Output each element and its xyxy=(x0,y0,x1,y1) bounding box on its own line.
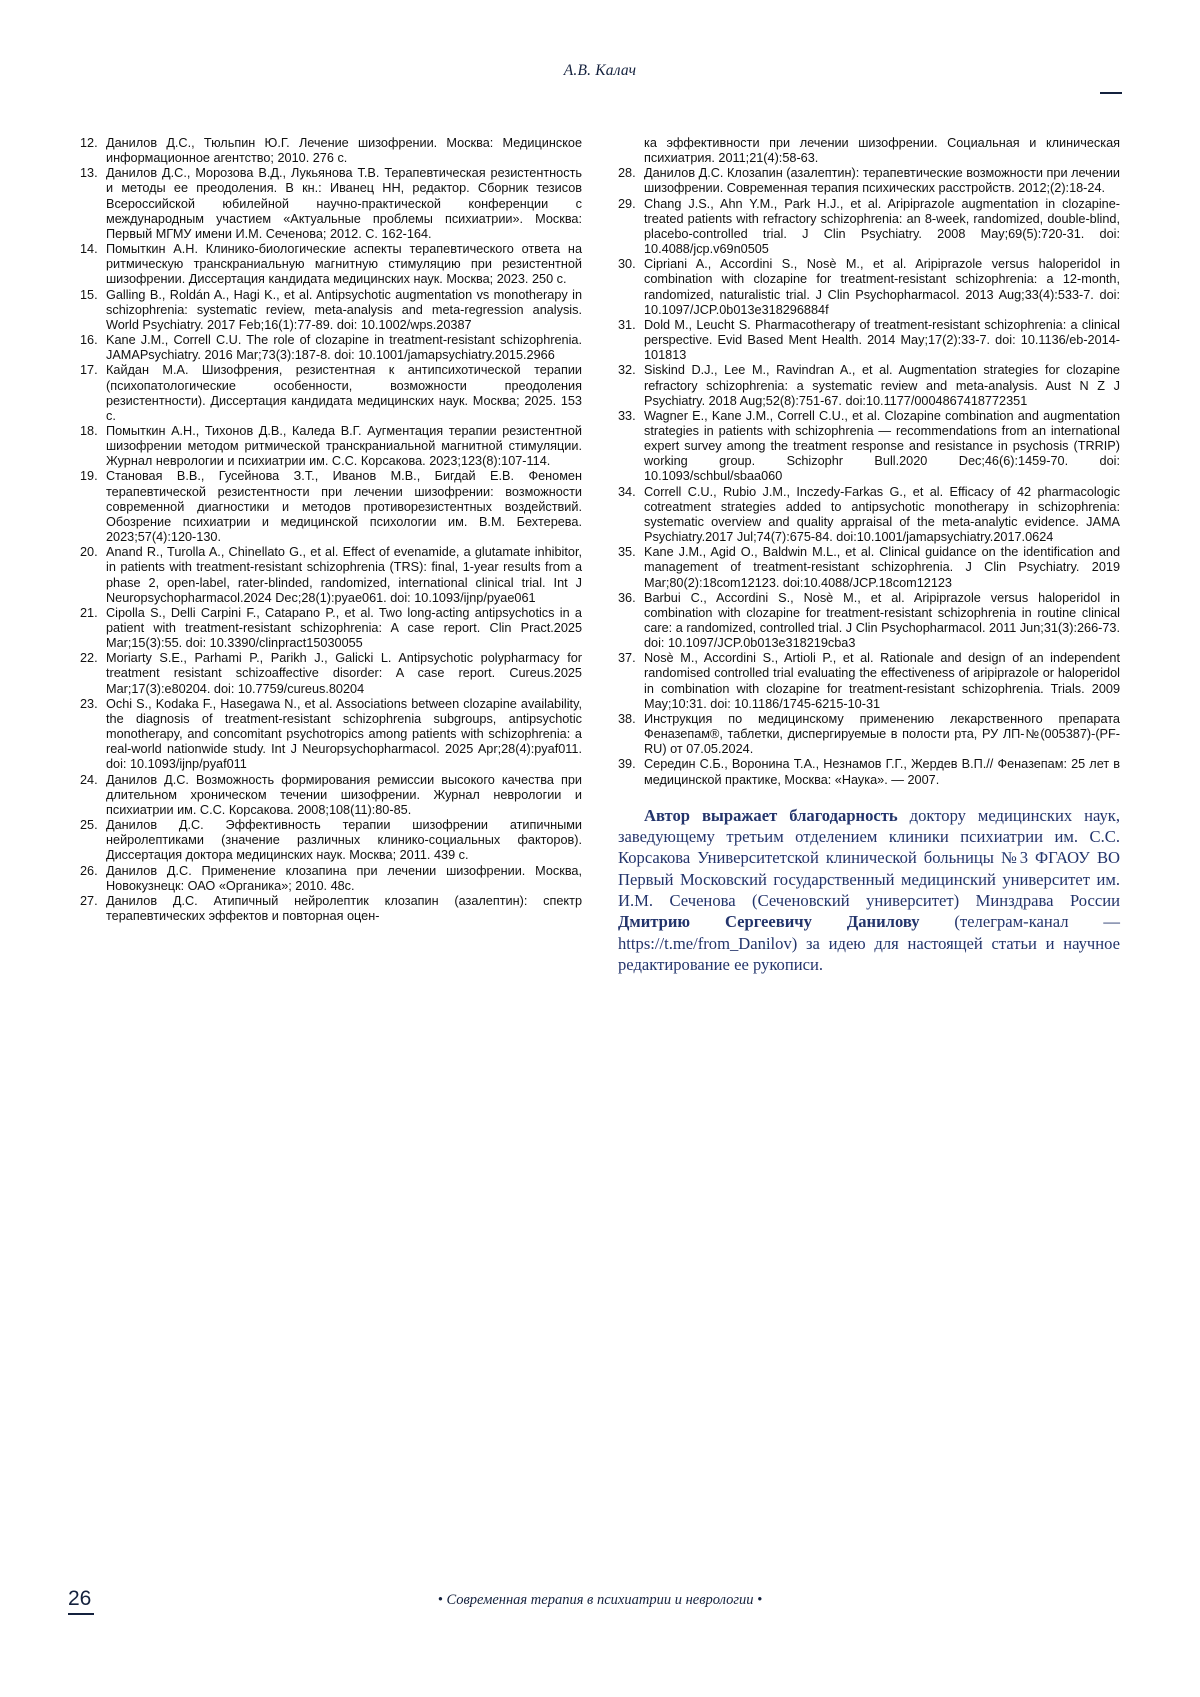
reference-item xyxy=(80,469,582,545)
header-rule xyxy=(1100,92,1122,94)
page-number: 26 xyxy=(68,1587,92,1610)
reference-item xyxy=(80,864,582,894)
reference-item xyxy=(80,606,582,651)
reference-item xyxy=(80,136,582,166)
reference-number: 14. xyxy=(80,242,98,257)
reference-item xyxy=(618,485,1120,546)
reference-text: Nosè M., Accordini S., Artioli P., et al. Rationale and design of an independent randomised controlled trial evaluating the effectiveness of aripiprazole or haloperidol in combination with clozapine for treatment-resistant schizophrenia. Trials. 2009 May;10:31. doi: 10.1186/1745-6215-10-31 xyxy=(644,651,1120,711)
reference-number: 31. xyxy=(618,317,636,332)
reference-number: 12. xyxy=(80,136,98,150)
reference-item xyxy=(80,242,582,287)
reference-item xyxy=(618,545,1120,590)
reference-text: Данилов Д.С., Морозова В.Д., Лукьянова Т.В. Терапевтическая резистентность и методы ее преодоления. В кн.: Иванец НН, редактор. Сборник тезисов Всероссийской юбилейной научно-практической конференции с международным участием «Актуальные проблемы психиатрии». Москва: Первый МГМУ имени И.М. Сеченова; 2012. С. 162-164. xyxy=(106,166,582,241)
reference-item xyxy=(80,424,582,469)
reference-continuation: ка эффективности при лечении шизофрении. Социальная и клиническая психиатрия. 2011;21(4):58-63. xyxy=(644,136,1120,166)
reference-text: Данилов Д.С. Клозапин (азалептин): терапевтические возможности при лечении шизофрении. Современная терапия психических расстройств. 2012;(2):18-24. xyxy=(644,166,1120,196)
reference-text: Ochi S., Kodaka F., Hasegawa N., et al. Associations between clozapine availability, the diagnosis of treatment-resistant schizophrenia subgroups, antipsychotic monotherapy, and concomitant psychotropics among patients with schizophrenia: a real-world nationwide study. Int J Neuropsychopharmacol. 2025 Apr;28(4):pyaf011. doi: 10.1093/ijnp/pyaf011 xyxy=(106,696,582,772)
reference-item xyxy=(80,894,582,924)
reference-number: 36. xyxy=(618,590,636,605)
reference-number: 21. xyxy=(80,605,98,620)
reference-number: 16. xyxy=(80,333,98,348)
reference-number: 30. xyxy=(618,257,636,272)
reference-item xyxy=(618,712,1120,757)
reference-number: 27. xyxy=(80,893,98,908)
reference-text: Siskind D.J., Lee M., Ravindran A., et al. Augmentation strategies for clozapine refractory schizophrenia: a systematic review and meta-analysis. Aust N Z J Psychiatry. 2018 Aug;52(8):751-67. doi:10.1177/0004867418772351 xyxy=(644,363,1120,408)
reference-item xyxy=(618,757,1120,787)
right-column xyxy=(618,136,1120,1516)
acknowledgement-text-2: (телеграм-канал — https://t.me/from_Danilov) за идею для настоящей статьи и научное редактирование ее рукописи. xyxy=(618,912,1120,974)
reference-number: 39. xyxy=(618,757,636,772)
reference-text: Помыткин А.Н. Клинико-биологические аспекты терапевтического ответа на ритмическую транскраниальную магнитную стимуляцию при резистентной шизофрении. Диссертация кандидата медицинских наук. Москва; 2023. 250 с. xyxy=(106,242,582,287)
acknowledgement-lead: Автор выражает благодарность xyxy=(644,805,898,825)
reference-number: 34. xyxy=(618,484,636,499)
reference-text: Кайдан М.А. Шизофрения, резистентная к антипсихотической терапии (психопатологические особенности, возможности преодоления резистентности). Диссертация кандидата медицинских наук. Москва; 2025. 153 с. xyxy=(106,363,582,423)
reference-number: 32. xyxy=(618,363,636,378)
running-head: А.В. Калач xyxy=(563,62,637,79)
reference-item xyxy=(80,363,582,424)
reference-item xyxy=(80,166,582,242)
reference-text: Данилов Д.С. Эффективность терапии шизофрении атипичными нейролептиками (значение различных клинико-социальных факторов). Диссертация доктора медицинских наук. Москва; 2011. 439 с. xyxy=(106,818,582,863)
reference-text: Moriarty S.E., Parhami P., Parikh J., Galicki L. Antipsychotic polypharmacy for treatment resistant schizoaffective disorder: A case report. Cureus.2025 Mar;17(3):e80204. doi: 10.7759/cureus.80204 xyxy=(106,651,582,696)
reference-item xyxy=(618,363,1120,408)
reference-item xyxy=(80,288,582,333)
reference-number: 19. xyxy=(80,469,98,484)
reference-text: Инструкция по медицинскому применению лекарственного препарата Феназепам®, таблетки, диспергируемые в полости рта, РУ ЛП-№(005387)-(PF-RU) от 07.05.2024. xyxy=(644,711,1120,757)
acknowledgement xyxy=(618,805,1120,975)
reference-item xyxy=(618,257,1120,318)
reference-text: Данилов Д.С. Применение клозапина при лечении шизофрении. Москва, Новокузнецк: ОАО «Органика»; 2010. 48с. xyxy=(106,863,582,893)
reference-text: Correll C.U., Rubio J.M., Inczedy-Farkas G., et al. Efficacy of 42 pharmacologic cotreatment strategies added to antipsychotic monotherapy in schizophrenia: systematic overview and quality appraisal of the meta-analytic evidence. JAMA Psychiatry.2017 Jul;74(7):675-84. doi:10.1001/jamapsychiatry.2017.0624 xyxy=(644,484,1120,545)
reference-item xyxy=(80,773,582,818)
reference-text: Данилов Д.С., Тюльпин Ю.Г. Лечение шизофрении. Москва: Медицинское информационное агентство; 2010. 276 с. xyxy=(106,136,582,166)
reference-number: 22. xyxy=(80,651,98,666)
acknowledgement-text-1: доктору медицинских наук, заведующему третьим отделением клиники психиатрии им. С.С. Корсакова Университетской клинической больницы №3 ФГАОУ ВО Первый Московский государственный медицинский университет им. И.М. Сеченова (Сеченовский университет) Минздрава России xyxy=(618,805,1120,910)
reference-number: 18. xyxy=(80,423,98,438)
reference-number: 37. xyxy=(618,651,636,666)
reference-item xyxy=(618,651,1120,712)
reference-number: 29. xyxy=(618,196,636,211)
left-column xyxy=(80,136,582,1516)
reference-text: Kane J.M., Agid O., Baldwin M.L., et al. Clinical guidance on the identification and management of treatment-resistant schizophrenia. J Clin Psychiatry. 2019 Mar;80(2):18com12123. doi:10.4088/JCP.18com12123 xyxy=(644,545,1120,590)
reference-text: Dold M., Leucht S. Pharmacotherapy of treatment-resistant schizophrenia: a clinical perspective. Evid Based Ment Health. 2014 May;17(2):33-7. doi: 10.1136/eb-2014-101813 xyxy=(644,317,1120,363)
reference-item xyxy=(80,545,582,606)
reference-item xyxy=(80,697,582,773)
reference-text: Wagner E., Kane J.M., Correll C.U., et al. Clozapine combination and augmentation strategies in patients with schizophrenia — recommendations from an international expert survey among the treatment response and resistance in psychosis (TRRIP) working group. Schizophr Bull.2020 Dec;46(6):1459-70. doi: 10.1093/schbul/sbaa060 xyxy=(644,408,1120,484)
reference-text: Barbui C., Accordini S., Nosè M., et al. Aripiprazole versus haloperidol in combination with clozapine for treatment-resistant schizophrenia in routine clinical care: a randomized, controlled trial. J Clin Psychopharmacol. 2011 Jun;31(3):266-73. doi: 10.1097/JCP.0b013e318219cba3 xyxy=(644,590,1120,651)
reference-number: 26. xyxy=(80,863,98,878)
reference-number: 33. xyxy=(618,408,636,423)
reference-text: Помыткин А.Н., Тихонов Д.В., Каледа В.Г. Аугментация терапии резистентной шизофрении методом ритмической транскраниальной магнитной стимуляции. Журнал неврологии и психиатрии им. С.С. Корсакова. 2023;123(8):107-114. xyxy=(106,423,582,469)
reference-text: Anand R., Turolla A., Chinellato G., et al. Effect of evenamide, a glutamate inhibitor, in patients with treatment-resistant schizophrenia (TRS): final, 1-year results from a phase 2, open-label, rater-blinded, randomized, international clinical trial. Int J Neuropsychopharmacol.2024 Dec;28(1):pyae061. doi: 10.1093/ijnp/pyae061 xyxy=(106,545,582,605)
reference-item xyxy=(618,591,1120,652)
reference-number: 23. xyxy=(80,696,98,711)
reference-number: 25. xyxy=(80,818,98,833)
reference-number: 17. xyxy=(80,363,98,378)
reference-list-left xyxy=(80,136,582,924)
reference-number: 20. xyxy=(80,545,98,560)
reference-text: Cipolla S., Delli Carpini F., Catapano P., et al. Two long-acting antipsychotics in a patient with treatment-resistant schizophrenia: A case report. Clin Pract.2025 Mar;15(3):55. doi: 10.3390/clinpract15030055 xyxy=(106,605,582,651)
reference-text: Середин С.Б., Воронина Т.А., Незнамов Г.Г., Жердев В.П.// Феназепам: 25 лет в медицинской практике, Москва: «Наука». — 2007. xyxy=(644,757,1120,787)
reference-item xyxy=(618,318,1120,363)
reference-number: 15. xyxy=(80,287,98,302)
acknowledgement-name: Дмитрию Сергеевичу Данилову xyxy=(618,912,920,932)
reference-list-right xyxy=(618,166,1120,787)
reference-text: Chang J.S., Ahn Y.M., Park H.J., et al. Aripiprazole augmentation in clozapine-treated patients with refractory schizophrenia: an 8-week, randomized, double-blind, placebo-controlled trial. J Clin Psychiatry. 2008 May;69(5):720-31. doi: 10.4088/jcp.v69n0505 xyxy=(644,196,1120,257)
reference-item xyxy=(618,409,1120,485)
reference-text: Данилов Д.С. Атипичный нейролептик клозапин (азалептин): спектр терапевтических эффектов и повторная оцен- xyxy=(106,893,582,923)
two-column-body xyxy=(80,136,1120,1516)
reference-text: Данилов Д.С. Возможность формирования ремиссии высокого качества при длительном хроническом течении шизофрении. Журнал неврологии и психиатрии им. С.С. Корсакова. 2008;108(11):80-85. xyxy=(106,772,582,817)
journal-footer: • Современная терапия в психиатрии и неврологии • xyxy=(437,1592,763,1608)
reference-item xyxy=(618,197,1120,258)
reference-item xyxy=(80,651,582,696)
reference-text: Становая В.В., Гусейнова З.Т., Иванов М.В., Бигдай Е.В. Феномен терапевтической резистентности при лечении шизофрении: возможности современной диагностики и методов противорезистентных воздействий. Обозрение психиатрии и медицинской психологии им. В.М. Бехтерева. 2023;57(4):120-130. xyxy=(106,469,582,545)
reference-text: Cipriani A., Accordini S., Nosè M., et al. Aripiprazole versus haloperidol in combination with clozapine for treatment-resistant schizophrenia: a 12-month, randomized, naturalistic trial. J Clin Psychopharmacol. 2013 Aug;33(4):533-7. doi: 10.1097/JCP.0b013e318296884f xyxy=(644,257,1120,317)
reference-text: Galling B., Roldán A., Hagi K., et al. Antipsychotic augmentation vs monotherapy in schizophrenia: systematic review, meta-analysis and meta-regression analysis. World Psychiatry. 2017 Feb;16(1):77-89. doi: 10.1002/wps.20387 xyxy=(106,287,582,332)
reference-number: 38. xyxy=(618,711,636,726)
reference-item xyxy=(80,818,582,863)
reference-number: 28. xyxy=(618,166,636,181)
reference-item xyxy=(618,166,1120,196)
reference-item xyxy=(80,333,582,363)
page-number-rule xyxy=(68,1613,94,1615)
reference-number: 13. xyxy=(80,166,98,181)
reference-text: Kane J.M., Correll C.U. The role of clozapine in treatment-resistant schizophrenia. JAMAPsychiatry. 2016 Mar;73(3):187-8. doi: 10.1001/jamapsychiatry.2015.2966 xyxy=(106,333,582,363)
reference-number: 35. xyxy=(618,545,636,560)
reference-number: 24. xyxy=(80,772,98,787)
